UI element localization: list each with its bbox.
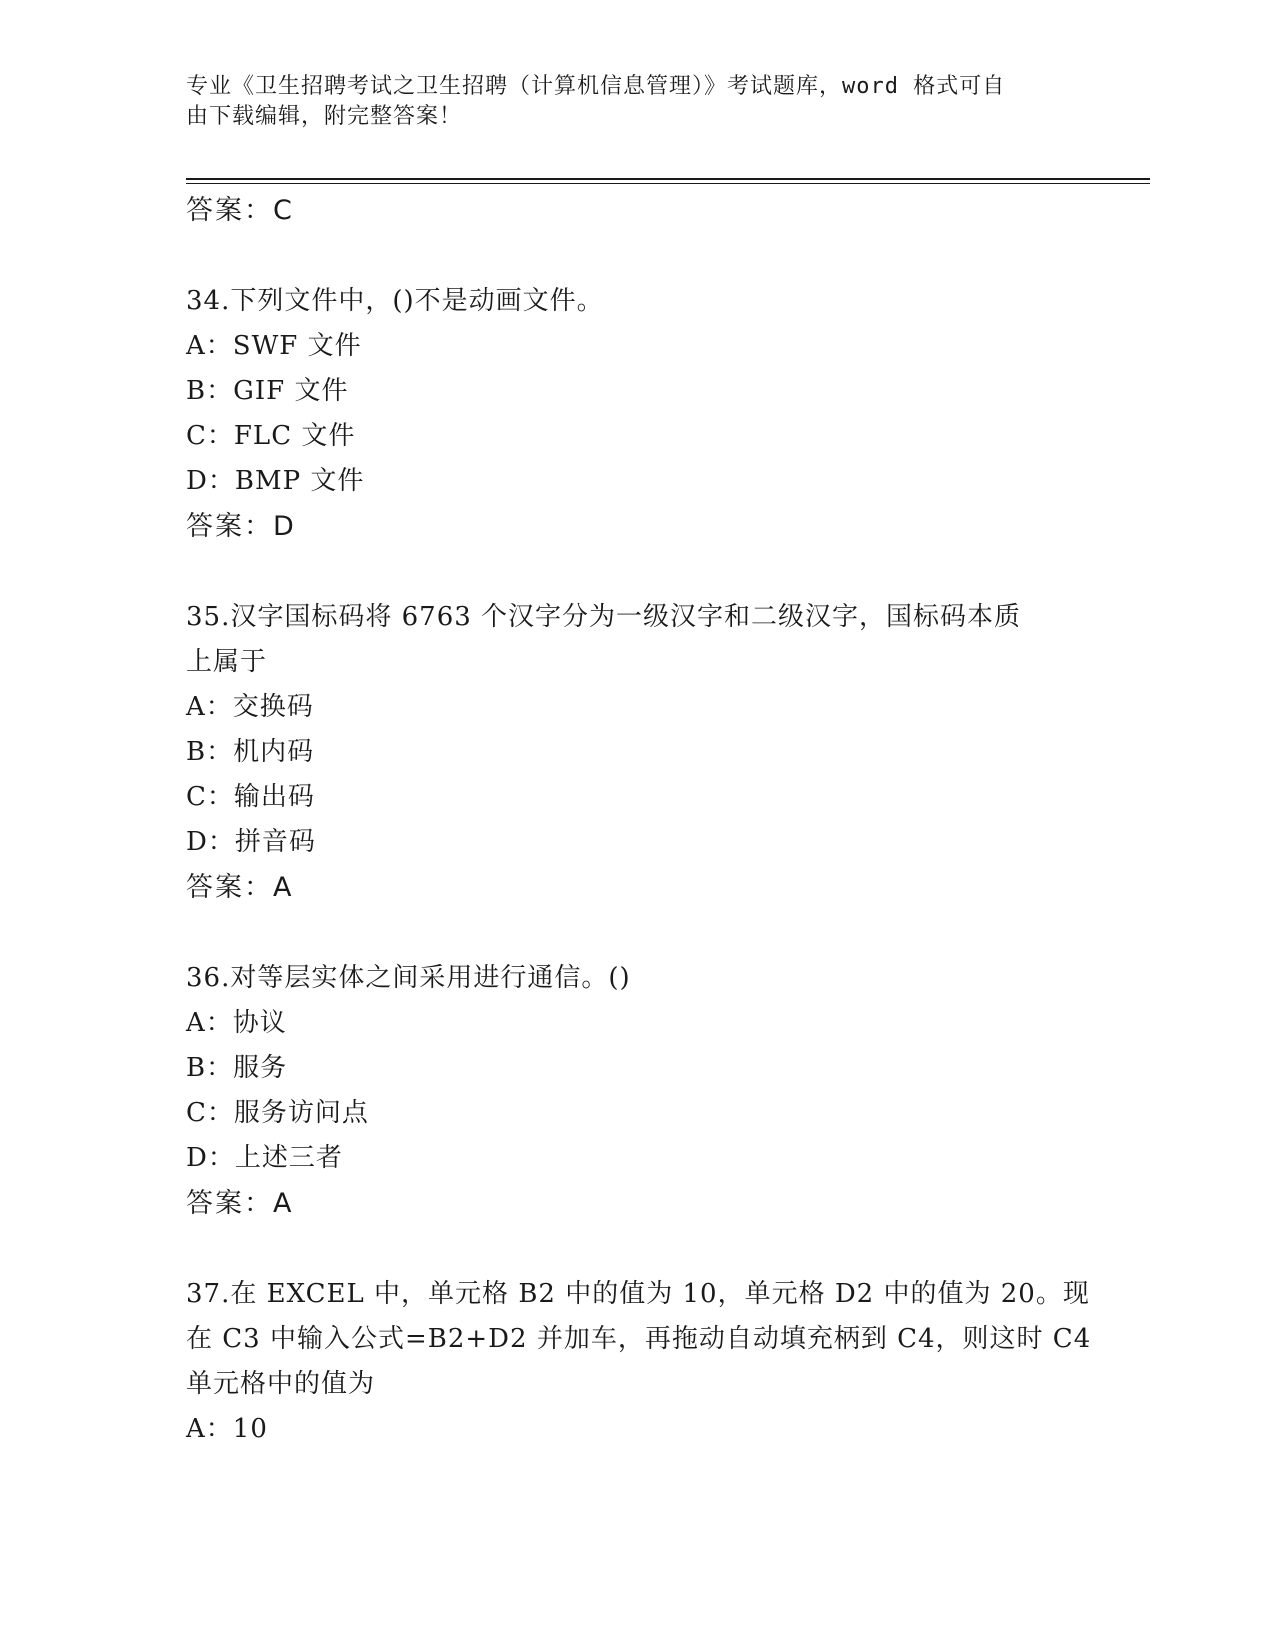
document-body: [186, 188, 1092, 1452]
answer-line: 答案：A: [186, 872, 294, 903]
option-line: B：GIF 文件: [186, 376, 349, 406]
question-stem: 在 C3 中输入公式=B2+D2 并加车，再拖动自动填充柄到 C4，则这时 C4: [186, 1324, 1092, 1354]
question-stem: 36.对等层实体之间采用进行通信。(): [186, 963, 631, 993]
option-line: A：交换码: [186, 692, 314, 722]
header-line-1: 专业《卫生招聘考试之卫生招聘（计算机信息管理）》考试题库，word 格式可自: [186, 74, 1006, 99]
question-block: [186, 956, 1086, 1226]
option-line: C：服务访问点: [186, 1098, 369, 1128]
header-divider-thick: [186, 178, 1150, 180]
header-divider-thin: [186, 183, 1150, 184]
question-block: [186, 595, 1086, 910]
question-block: [186, 279, 1086, 549]
option-line: A：协议: [186, 1008, 287, 1038]
spacer: [186, 549, 1086, 595]
option-line: D：上述三者: [186, 1143, 343, 1173]
question-stem: 37.在 EXCEL 中，单元格 B2 中的值为 10，单元格 D2 中的值为 20。现: [186, 1279, 1090, 1309]
answer-line: 答案：C: [186, 195, 294, 226]
option-line: A：10: [186, 1414, 268, 1444]
answer-line: 答案：D: [186, 511, 296, 542]
question-stem: 34.下列文件中，()不是动画文件。: [186, 286, 604, 316]
option-line: C：FLC 文件: [186, 421, 356, 451]
question-block: [186, 1272, 1092, 1452]
question-stem: 35.汉字国标码将 6763 个汉字分为一级汉字和二级汉字，国标码本质: [186, 602, 1022, 632]
option-line: B：机内码: [186, 737, 315, 767]
option-line: D：拼音码: [186, 827, 316, 857]
spacer: [186, 233, 1086, 279]
spacer: [186, 1226, 1086, 1272]
question-stem: 上属于: [186, 647, 268, 677]
option-line: C：输出码: [186, 782, 315, 812]
document-header: [186, 72, 1066, 132]
spacer: [186, 910, 1086, 956]
option-line: D：BMP 文件: [186, 466, 365, 496]
option-line: A：SWF 文件: [186, 331, 362, 361]
option-line: B：服务: [186, 1053, 288, 1083]
answer-line: 答案：A: [186, 1188, 294, 1219]
question-stem: 单元格中的值为: [186, 1369, 376, 1399]
header-line-2: 由下载编辑，附完整答案！: [186, 104, 463, 129]
